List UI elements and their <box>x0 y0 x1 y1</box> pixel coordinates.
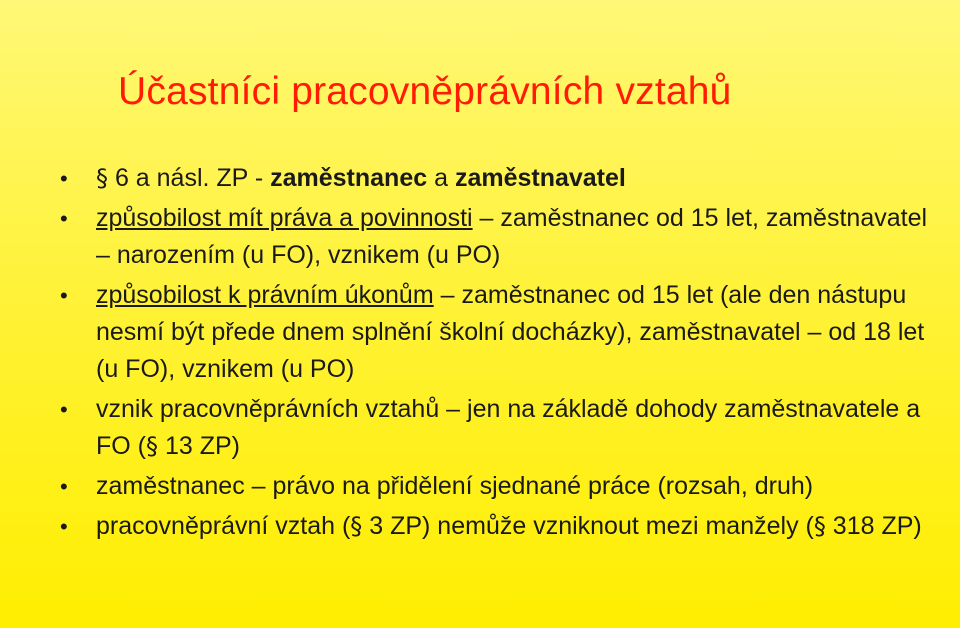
spouses-text-start: pracovněprávní vztah ( <box>96 512 351 540</box>
bullet-list <box>60 160 940 548</box>
term-act-capacity: způsobilost k právním úkonům <box>96 281 434 309</box>
section-symbol: § <box>813 512 826 540</box>
bullet-icon: • <box>60 514 68 539</box>
term-legal-capacity: způsobilost mít práva a povinnosti <box>96 204 473 232</box>
bullet-icon: • <box>60 397 68 422</box>
bullet-icon: • <box>60 206 68 231</box>
bullet-item-employee-right <box>60 468 940 505</box>
act-capacity-text: – zaměstnanec od 15 let (ale den nástupu nesmí být přede dnem splnění školní docházky), zaměstnavatel – od 18 let (u FO), vznikem (u PO) <box>96 281 925 383</box>
section-symbol: § <box>146 432 158 460</box>
law-reference: 6 a násl. ZP - <box>108 164 271 192</box>
employee-right-text: zaměstnanec – právo na přidělení sjednané práce (rozsah, druh) <box>96 472 814 500</box>
bullet-item-legal-capacity <box>60 200 940 274</box>
bullet-item-origin <box>60 391 940 465</box>
section-symbol: § <box>96 164 108 192</box>
spouses-reference: 318 ZP) <box>825 512 922 540</box>
bullet-item-act-capacity <box>60 277 940 388</box>
bullet-icon: • <box>60 166 68 191</box>
section-symbol: § <box>350 512 363 540</box>
bullet-item-spouses <box>60 508 940 545</box>
bullet-icon: • <box>60 474 68 499</box>
bullet-icon: • <box>60 283 68 308</box>
term-employee: zaměstnanec <box>270 164 428 192</box>
origin-text: vznik pracovněprávních vztahů – jen na základě dohody zaměstnavatele a FO ( <box>96 395 921 460</box>
spouses-text-middle: 3 ZP) nemůže vzniknout mezi manžely ( <box>362 512 814 540</box>
origin-reference: 13 ZP) <box>158 432 240 460</box>
legal-capacity-text: – zaměstnanec od 15 let, zaměstnavatel – narozením (u FO), vznikem (u PO) <box>96 204 928 269</box>
term-employer: zaměstnavatel <box>454 164 626 192</box>
slide-title: Účastníci pracovněprávních vztahů <box>118 70 732 113</box>
conjunction: a <box>427 164 455 192</box>
bullet-item-parties <box>60 160 940 197</box>
